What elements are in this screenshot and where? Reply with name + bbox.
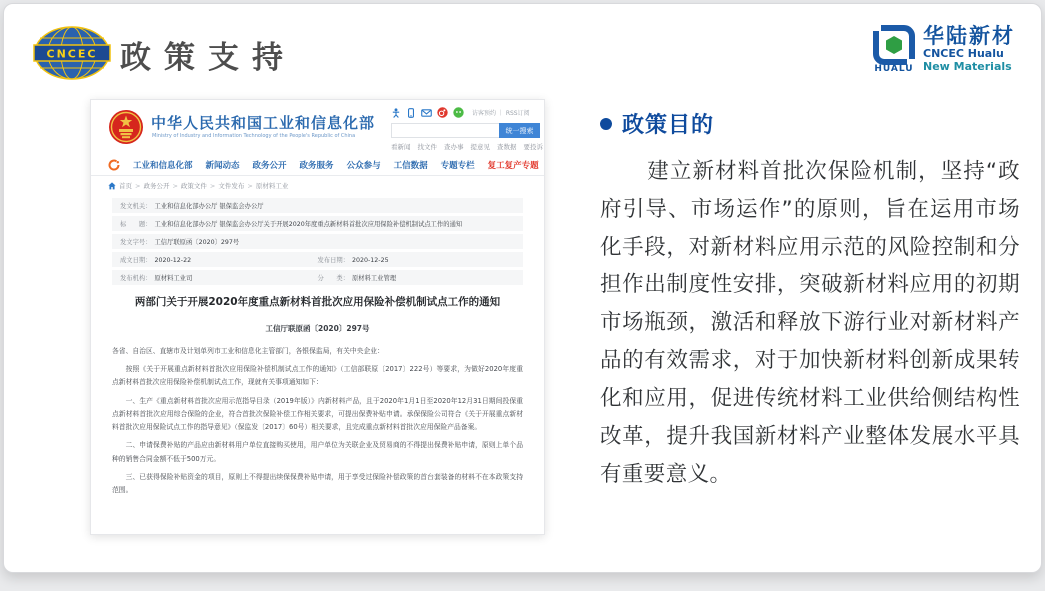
quick-links [391, 142, 543, 151]
quick-link-suggest[interactable]: 提意见 [470, 143, 490, 151]
nav-item-miit[interactable]: 工业和信息化部 [133, 161, 193, 171]
doc-number: 工信厅联原函〔2020〕297号 [265, 323, 370, 333]
home-icon[interactable] [108, 182, 116, 190]
panel-heading-text: 政策目的 [622, 113, 715, 138]
nav-item-gov-open[interactable]: 政务公开 [252, 161, 287, 171]
doc-salutation: 各省、自治区、直辖市及计划单列市工业和信息化主管部门，各银保监局，有关中央企业： [112, 346, 384, 355]
crumb-sep: > [172, 181, 178, 190]
hualu-name-cn: 华陆新材 [923, 23, 1015, 48]
search-input[interactable] [391, 123, 499, 138]
website-screenshot [90, 99, 545, 535]
cncec-globe-icon [32, 24, 112, 82]
ministry-name-en: Ministry of Industry and Information Technology of the People's Republic of China [152, 133, 356, 139]
mobile-icon[interactable] [406, 108, 416, 118]
doc-paragraph: 按照《关于开展重点新材料首批次应用保险补偿机制试点工作的通知》（工信部联原〔2017〕222号）等要求，为做好2020年度重点新材料首批次应用保险补偿机制试点工作，现就有关事项通知如下： [112, 365, 523, 387]
quick-link-news[interactable]: 看新闻 [391, 143, 411, 151]
doc-paragraph: 二、申请保费补贴的产品应由新材料用户单位直接购买使用，用户单位为关联企业及贸易商的不得提出保费补贴申请，原则上单个品种的销售合同金额不低于500万元。 [112, 441, 523, 463]
breadcrumb [91, 176, 544, 194]
meta-row-title: 标 题： 工业和信息化部办公厅 银保监会办公厅关于开展2020年度重点新材料首批次应用保险补偿机制试点工作的通知 [112, 216, 523, 231]
quick-link-files[interactable]: 找文件 [417, 143, 437, 151]
hualu-name-en1: CNCEC Hualu [923, 46, 1004, 60]
crumb-home[interactable]: 首页 [119, 182, 132, 190]
nav-item-resume-work[interactable]: 复工复产专题 [487, 161, 539, 171]
meta-row-dates: 成文日期： 2020-12-22 发布日期： 2020-12-25 [112, 252, 523, 267]
doc-title: 两部门关于开展2020年度重点新材料首批次应用保险补偿机制试点工作的通知 [134, 296, 501, 308]
national-emblem-icon [108, 109, 144, 145]
panel-body-text: 建立新材料首批次保险机制，坚持“政府引导、市场运作”的原则，旨在运用市场化手段，对新材料应用示范的风险控制和分担作出制度性安排，突破新材料应用的初期市场瓶颈，激活和释放下游行业对新材料产品的有效需求，对于加快新材料创新成果转化和应用，促进传统材料工业供给侧结构性改革，提升我国新材料产业整体发展水平具有重要意义。 [600, 159, 1020, 487]
miit-logo-icon [108, 159, 120, 171]
nav-item-news[interactable]: 新闻动态 [205, 161, 240, 171]
doc-paragraph: 三、已获得保险补贴资金的项目，原则上不得提出续保保费补贴申请，用于享受过保险补偿政策的首台套装备的材料不在本政策支持范围。 [112, 472, 523, 494]
site-top-icons [391, 107, 530, 118]
svg-text:CNCEC: CNCEC [46, 47, 98, 61]
search-row [391, 123, 540, 138]
meta-row-agency: 发布机构： 原材料工业司 分 类： 原材料工业管理 [112, 270, 523, 285]
document-area [91, 194, 544, 510]
crumb-doc-release[interactable]: 文件发布 [218, 182, 245, 190]
nav-item-gov-service[interactable]: 政务服务 [299, 161, 334, 171]
hualu-name-en2: New Materials [923, 59, 1012, 73]
site-nav [91, 155, 544, 176]
crumb-policy-docs[interactable]: 政策文件 [180, 182, 207, 190]
crumb-sep: > [209, 181, 216, 190]
crumb-raw-materials[interactable]: 原材料工业 [255, 182, 289, 190]
nav-item-topics[interactable]: 专题专栏 [440, 161, 475, 171]
quick-link-services[interactable]: 查办事 [444, 143, 464, 151]
crumb-sep: > [135, 181, 141, 190]
nav-item-participation[interactable]: 公众参与 [346, 161, 381, 171]
quick-link-complaint[interactable]: 要投诉 [523, 143, 543, 151]
site-header [91, 100, 544, 152]
doc-meta-table [112, 198, 523, 285]
quick-link-data[interactable]: 查数据 [497, 143, 517, 151]
bullet-icon [600, 118, 612, 130]
slide [3, 3, 1042, 573]
crumb-sep: > [247, 181, 253, 190]
meta-row-number: 发文字号： 工信厅联原函〔2020〕297号 [112, 234, 523, 249]
wechat-icon[interactable] [453, 107, 464, 118]
cncec-logo [32, 24, 112, 82]
hualu-mark-icon: HUALU [872, 24, 916, 74]
panel-heading [600, 108, 1020, 139]
policy-purpose-panel [600, 108, 1020, 493]
hualu-logo [872, 24, 1015, 74]
visitor-rss-links[interactable]: 访客预约 ｜ RSS订阅 [472, 110, 530, 117]
nav-item-data[interactable]: 工信数据 [393, 161, 428, 171]
ministry-name-cn: 中华人民共和国工业和信息化部 [151, 114, 376, 132]
crumb-gov-open[interactable]: 政务公开 [143, 182, 170, 190]
meta-row-issuer: 发文机关： 工业和信息化部办公厅 银保监会办公厅 [112, 198, 523, 213]
accessibility-icon[interactable] [391, 108, 401, 118]
page-title: 政策支持 [120, 40, 296, 76]
weibo-icon[interactable] [437, 107, 448, 118]
doc-paragraph: 一、生产《重点新材料首批次应用示范指导目录（2019年版）》内新材料产品，且于2020年1月1日至2020年12月31日期间投保重点新材料首批次应用综合保险的企业，符合首批次保险补偿工作相关要求，可提出保费补贴申请。承保保险公司符合《关于开展重点新材料首批次应用保险试点工作的指导意见》（保监发〔2017〕60号）相关要求，且完成重点新材料首批次应用保险产品备案。 [112, 396, 524, 431]
search-button[interactable]: 统一搜索 [499, 123, 540, 138]
mail-icon[interactable] [421, 108, 432, 118]
